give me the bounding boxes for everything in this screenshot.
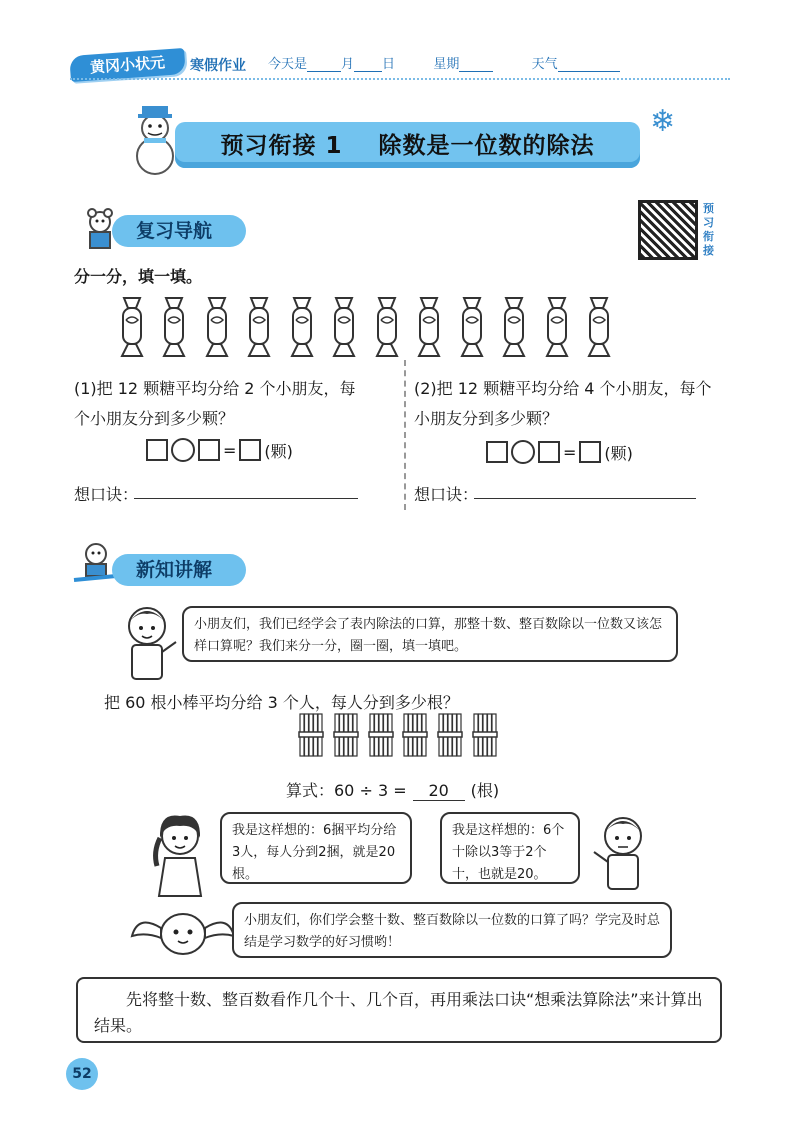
stick-bundle-icon [402, 710, 428, 760]
unit-label: (颗) [264, 441, 293, 461]
question-2-line-1: (2)把 12 颗糖平均分给 4 个小朋友，每个 [414, 379, 712, 398]
answer-box[interactable] [198, 439, 220, 461]
operator-circle[interactable] [171, 438, 195, 462]
stick-bundle-icon [437, 710, 463, 760]
boy-speech-bubble: 我是这样想的：6个十除以3等于2个十，也就是20。 [440, 812, 580, 884]
day-label: 日 [382, 57, 396, 72]
stick-bundle-icon [472, 710, 498, 760]
summary-text: 先将整十数、整百数看作几个十、几个百，再用乘法口诀“想乘法算除法”来计算出结果。 [94, 990, 703, 1035]
section-heading-review: 复习导航 [112, 215, 246, 247]
answer-box[interactable] [486, 441, 508, 463]
candy-icon [500, 296, 528, 358]
equals-sign: = [563, 442, 577, 462]
weekday-label: 星期 [433, 57, 460, 72]
brand-logo: 黄冈小状元 [69, 48, 186, 82]
page-number: 52 [66, 1058, 98, 1090]
qr-code[interactable] [638, 200, 698, 260]
mnemonic-label-1: 想口诀： [74, 485, 139, 504]
answer-box[interactable] [146, 439, 168, 461]
question-2-line-2: 小朋友分到多少颗？ [414, 409, 559, 428]
operator-circle[interactable] [511, 440, 535, 464]
candy-icon [373, 296, 401, 358]
candy-icon [288, 296, 316, 358]
formula [286, 778, 499, 801]
summary-box [76, 977, 722, 1043]
stick-bundle-icon [298, 710, 324, 760]
title-number: 预习衔接 1 [220, 133, 343, 159]
formula-answer: 20 [413, 781, 465, 801]
month-label: 月 [341, 57, 355, 72]
review-instruction: 分一分，填一填。 [74, 267, 203, 286]
day-blank [354, 57, 382, 72]
candy-icon [543, 296, 571, 358]
candy-row [118, 296, 613, 358]
candy-icon [585, 296, 613, 358]
title-text: 除数是一位数的除法 [378, 133, 595, 159]
question-1-equation [146, 438, 293, 462]
girl-speech-bubble: 我是这样想的：6捆平均分给3人，每人分到2捆，就是20根。 [220, 812, 412, 884]
qr-label [703, 202, 717, 258]
candy-icon [330, 296, 358, 358]
candy-icon [203, 296, 231, 358]
qr-label-char: 衔 [703, 230, 714, 243]
girl-character [145, 808, 215, 903]
question-2-equation [486, 440, 633, 464]
boy-character [112, 598, 182, 693]
skiing-bear-icon [70, 540, 120, 584]
candy-icon [415, 296, 443, 358]
mascot-speech-bubble: 小朋友们，你们学会整十数、整百数除以一位数的口算了吗？学完及时总结是学习数学的好习惯哟！ [232, 902, 672, 958]
question-divider [404, 360, 406, 510]
page-title [175, 127, 640, 160]
weather-blank [558, 57, 620, 72]
answer-box[interactable] [579, 441, 601, 463]
weekday-blank [459, 57, 493, 72]
question-1-line-1: (1)把 12 颗糖平均分给 2 个小朋友，每 [74, 379, 356, 398]
date-line [268, 53, 620, 72]
qr-label-char: 习 [703, 216, 714, 229]
snowflake-icon: ❄ [650, 104, 676, 139]
answer-box[interactable] [538, 441, 560, 463]
candy-icon [245, 296, 273, 358]
section-heading-new: 新知讲解 [112, 554, 246, 586]
candy-icon [458, 296, 486, 358]
mnemonic-line-1[interactable] [134, 498, 358, 499]
formula-unit: (根) [470, 781, 500, 800]
question-1-line-2: 个小朋友分到多少颗？ [74, 409, 235, 428]
qr-label-char: 预 [703, 202, 714, 215]
stick-bundle-icon [333, 710, 359, 760]
header-divider [70, 78, 730, 80]
mnemonic-line-2[interactable] [474, 498, 696, 499]
date-label: 今天是 [268, 57, 308, 72]
stick-bundle-icon [368, 710, 394, 760]
answer-box[interactable] [239, 439, 261, 461]
problem-text: 把 60 根小棒平均分给 3 个人，每人分到多少根？ [104, 693, 459, 712]
date-blank [307, 57, 341, 72]
qr-label-char: 接 [703, 244, 714, 257]
equals-sign: = [223, 440, 237, 460]
candy-icon [160, 296, 188, 358]
boy-character-2 [588, 808, 658, 903]
candy-icon [118, 296, 146, 358]
weather-label: 天气 [531, 57, 558, 72]
teacher-speech-bubble: 小朋友们，我们已经学会了表内除法的口算，那整十数、整百数除以一位数又该怎样口算呢？我们来分一分，圈一圈，填一填吧。 [182, 606, 678, 662]
brand-subtitle: 寒假作业 [190, 58, 246, 74]
stick-bundles [298, 710, 498, 760]
mnemonic-label-2: 想口诀： [414, 485, 479, 504]
mascot-character [128, 898, 238, 962]
unit-label: (颗) [604, 443, 633, 463]
formula-prefix: 算式：60 ÷ 3 = [286, 781, 407, 800]
